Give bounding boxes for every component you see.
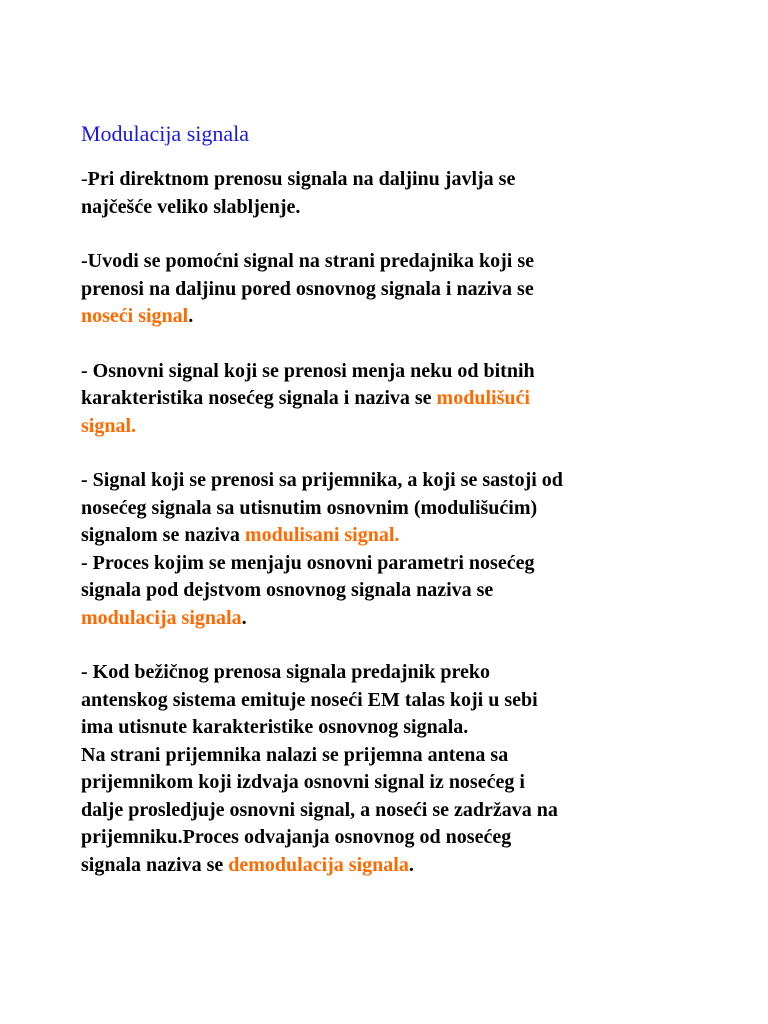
highlighted-term: noseći signal [81, 305, 189, 327]
highlighted-term: demodulacija signala [228, 853, 409, 876]
highlighted-term: signal. [81, 414, 137, 437]
paragraph-spacer [81, 331, 721, 358]
text-line [81, 303, 721, 331]
text-line: najčešće veliko slabljenje. [81, 195, 301, 218]
highlighted-term: modulacija signala [81, 606, 242, 629]
text-segment: . [241, 606, 247, 629]
text-line: Na strani prijemnika nalazi se prijemna antena sa [81, 743, 509, 766]
paragraph-carrier-signal [81, 248, 721, 331]
dash-prefix: - [81, 168, 88, 190]
text-line: - Proces kojim se menjaju osnovni parametri nosećeg [81, 551, 535, 574]
paragraph-spacer [81, 221, 721, 248]
paragraph-modulating-signal [81, 358, 721, 441]
text-line: prijemniku.Proces odvajanja osnovnog od nosećeg [81, 826, 512, 848]
text-line [81, 605, 721, 633]
text-line [81, 522, 721, 550]
paragraph-wireless-transmission [81, 659, 721, 879]
paragraph-spacer [81, 632, 721, 659]
text-segment: . [188, 305, 194, 327]
text-line: -Uvodi se pomoćni signal na strani predajnika koji se [81, 250, 535, 272]
text-line [81, 385, 721, 413]
text-segment: karakteristika nosećeg signala i naziva se [81, 387, 437, 409]
paragraph-modulated-signal [81, 467, 721, 550]
text-line: - Osnovni signal koji se prenosi menja neku od bitnih [81, 359, 535, 382]
paragraph-direct-transmission [81, 166, 721, 221]
highlighted-term: modulišući [436, 387, 530, 409]
text-segment: signala naziva se [81, 853, 229, 876]
text-line: prenosi na daljinu pored osnovnog signala i naziva se [81, 277, 534, 300]
text-segment: . [408, 853, 414, 876]
page-title: Modulacija signala [81, 121, 250, 146]
text-line: - Kod bežičnog prenosa signala predajnik preko [81, 661, 490, 683]
highlighted-term: modulisani signal. [244, 524, 400, 546]
text-line: - Signal koji se prenosi sa prijemnika, a koji se sastoji od [81, 469, 563, 491]
document-page [81, 120, 721, 879]
text-line [81, 852, 721, 880]
text-line: nosećeg signala sa utisnutim osnovnim (modulišućim) [81, 496, 538, 519]
text-line: ima utisnute karakteristike osnovnog signala. [81, 716, 469, 738]
text-line [81, 166, 721, 194]
text-line: dalje prosledjuje osnovni signal, a noseći se zadržava na [81, 798, 558, 821]
paragraph-modulation-process [81, 550, 721, 633]
text-segment: Pri direktnom prenosu signala na daljinu javlja se [87, 168, 516, 190]
paragraph-spacer [81, 440, 721, 467]
text-line: antenskog sistema emituje noseći EM talas koji u sebi [81, 688, 538, 711]
text-line: prijemnikom koji izdvaja osnovni signal iz nosećeg i [81, 771, 525, 793]
text-line: signala pod dejstvom osnovnog signala naziva se [81, 579, 494, 601]
text-segment: signalom se naziva [81, 524, 245, 546]
